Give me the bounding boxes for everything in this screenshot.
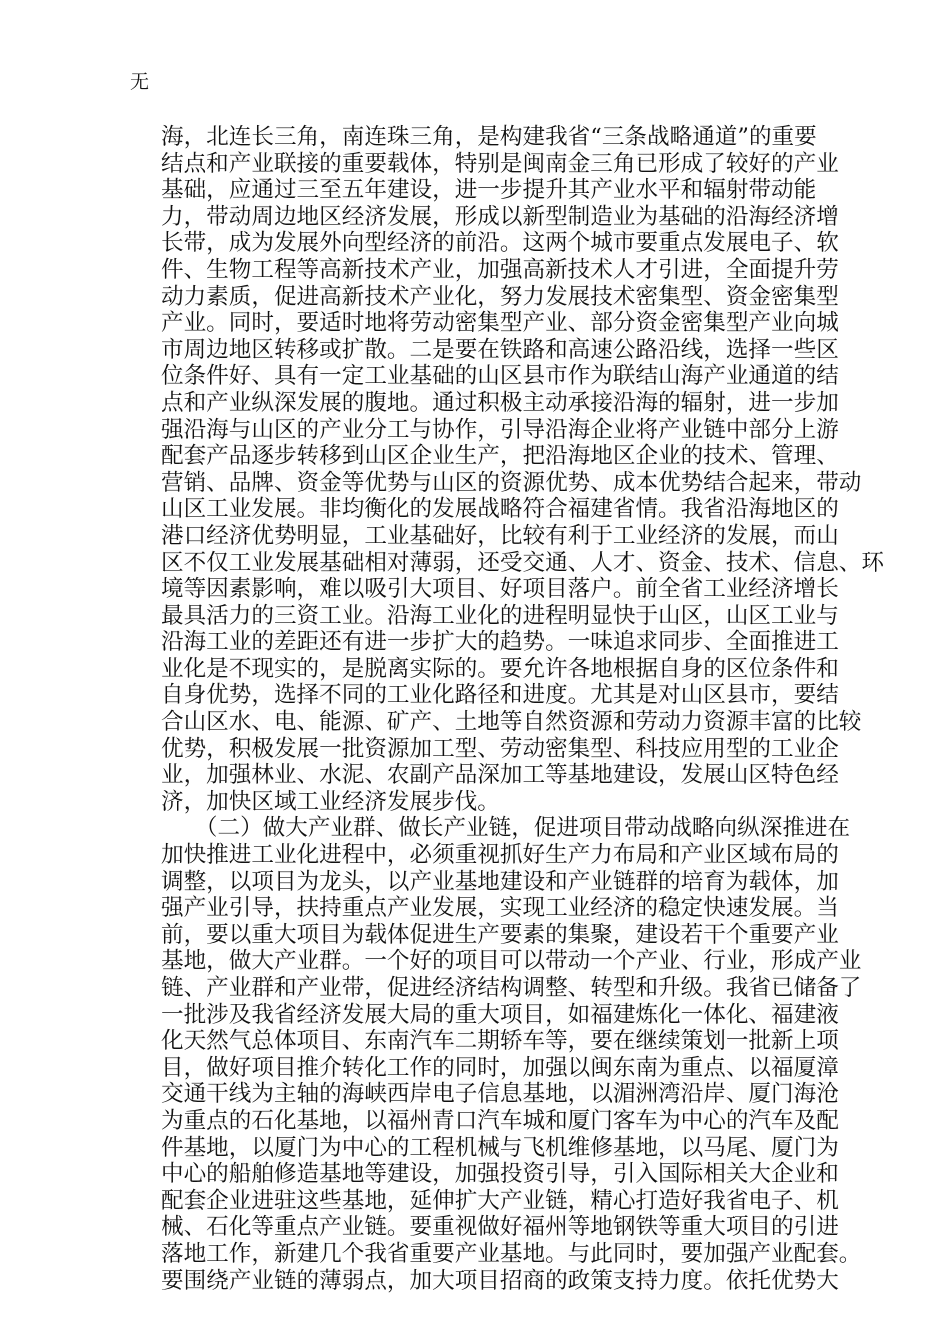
text-line: 基地，做大产业群。一个好的项目可以带动一个产业、行业，形成产业 (161, 948, 862, 975)
text-line: 动力素质，促进高新技术产业化，努力发展技术密集型、资金密集型 (161, 283, 839, 310)
text-line: 交通干线为主轴的海峡西岸电子信息基地，以湄洲湾沿岸、厦门海沧 (161, 1081, 839, 1108)
text-line: 优势，积极发展一批资源加工型、劳动密集型、科技应用型的工业企 (161, 735, 839, 762)
text-line: 中心的船舶修造基地等建设，加强投资引导，引入国际相关大企业和 (161, 1161, 839, 1188)
text-line: 点和产业纵深发展的腹地。通过积极主动承接沿海的辐射，进一步加 (161, 389, 839, 416)
text-line: 调整，以项目为龙头，以产业基地建设和产业链群的培育为载体，加 (161, 868, 839, 895)
text-line: 械、石化等重点产业链。要重视做好福州等地钢铁等重大项目的引进 (161, 1214, 839, 1241)
text-line: 链、产业群和产业带，促进经济结构调整、转型和升级。我省已储备了 (161, 975, 862, 1001)
text-line: 位条件好、具有一定工业基础的山区县市作为联结山海产业通道的结 (161, 363, 839, 390)
document-body (161, 124, 884, 1294)
text-line: 产业。同时，要适时地将劳动密集型产业、部分资金密集型产业向城 (161, 310, 839, 337)
text-line: 强产业引导，扶持重点产业发展，实现工业经济的稳定快速发展。当 (161, 895, 839, 922)
text-line: 结点和产业联接的重要载体，特别是闽南金三角已形成了较好的产业 (161, 150, 839, 177)
page-header-text: 无 (130, 71, 150, 93)
text-line: 港口经济优势明显，工业基础好，比较有利于工业经济的发展，而山 (161, 522, 839, 549)
text-line: 配套企业进驻这些基地，延伸扩大产业链，精心打造好我省电子、机 (161, 1187, 839, 1214)
text-line: 业化是不现实的，是脱离实际的。要允许各地根据自身的区位条件和 (161, 655, 839, 682)
text-line: 为重点的石化基地，以福州青口汽车城和厦门客车为中心的汽车及配 (161, 1107, 839, 1134)
text-line: （二）做大产业群、做长产业链，促进项目带动战略向纵深推进在 (161, 815, 851, 842)
text-line: 力，带动周边地区经济发展，形成以新型制造业为基础的沿海经济增 (161, 203, 839, 230)
text-line: 化天然气总体项目、东南汽车二期轿车等，要在继续策划一批新上项 (161, 1028, 839, 1055)
text-line: 加快推进工业化进程中，必须重视抓好生产力布局和产业区域布局的 (161, 842, 839, 869)
text-line: 山区工业发展。非均衡化的发展战略符合福建省情。我省沿海地区的 (161, 496, 839, 523)
text-line: 海，北连长三角，南连珠三角，是构建我省“三条战略通道”的重要 (161, 124, 817, 150)
text-line: 境等因素影响，难以吸引大项目、好项目落户。前全省工业经济增长 (161, 576, 839, 603)
text-line: 业，加强林业、水泥、农副产品深加工等基地建设，发展山区特色经 (161, 762, 839, 789)
text-line: 件、生物工程等高新技术产业，加强高新技术人才引进，全面提升劳 (161, 256, 839, 283)
text-line: 最具活力的三资工业。沿海工业化的进程明显快于山区，山区工业与 (161, 602, 839, 629)
text-line: 市周边地区转移或扩散。二是要在铁路和高速公路沿线，选择一些区 (161, 336, 839, 363)
text-line: 自身优势，选择不同的工业化路径和进度。尤其是对山区县市，要结 (161, 682, 839, 709)
text-line: 区不仅工业发展基础相对薄弱，还受交通、人才、资金、技术、信息、环 (161, 549, 884, 576)
text-line: 前，要以重大项目为载体促进生产要素的集聚，建设若干个重要产业 (161, 921, 839, 948)
text-line: 一批涉及我省经济发展大局的重大项目，如福建炼化一体化、福建液 (161, 1001, 839, 1028)
text-line: 落地工作，新建几个我省重要产业基地。与此同时，要加强产业配套。 (161, 1240, 862, 1267)
text-line: 强沿海与山区的产业分工与协作，引导沿海企业将产业链中部分上游 (161, 416, 839, 443)
text-line: 沿海工业的差距还有进一步扩大的趋势。一味追求同步、全面推进工 (161, 629, 839, 656)
text-line: 营销、品牌、资金等优势与山区的资源优势、成本优势结合起来，带动 (161, 469, 862, 496)
text-line: 配套产品逐步转移到山区企业生产，把沿海地区企业的技术、管理、 (161, 443, 839, 470)
text-line: 目，做好项目推介转化工作的同时，加强以闽东南为重点、以福厦漳 (161, 1054, 839, 1081)
text-line: 济，加快区域工业经济发展步伐。 (161, 788, 500, 815)
text-line: 要围绕产业链的薄弱点，加大项目招商的政策支持力度。依托优势大 (161, 1267, 839, 1294)
text-line: 件基地，以厦门为中心的工程机械与飞机维修基地，以马尾、厦门为 (161, 1134, 839, 1161)
text-line: 长带，成为发展外向型经济的前沿。这两个城市要重点发展电子、软 (161, 230, 839, 257)
text-line: 合山区水、电、能源、矿产、土地等自然资源和劳动力资源丰富的比较 (161, 709, 862, 736)
text-line: 基础，应通过三至五年建设，进一步提升其产业水平和辐射带动能 (161, 177, 817, 204)
